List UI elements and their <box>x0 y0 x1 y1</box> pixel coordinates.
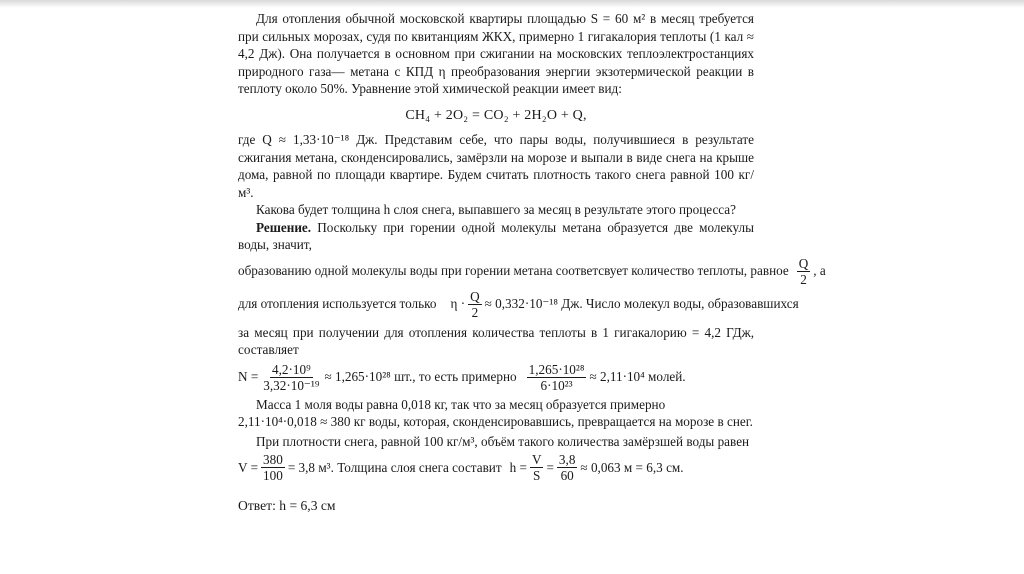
h-numerator-2: 3,8 <box>558 452 576 467</box>
h-lhs: h = <box>509 459 527 475</box>
h-fraction-2 <box>557 452 577 483</box>
v-result: = 3,8 м³. Толщина слоя снега составит <box>287 459 502 475</box>
v-lhs: V = <box>238 459 259 475</box>
moles-numerator: 1,265·10²⁸ <box>528 361 585 377</box>
solution-text-3-expr: ≈ 0,332·10⁻¹⁸ Дж. Число молекул воды, образовавшихся <box>484 296 799 312</box>
solution-heading: Решение. <box>256 219 312 235</box>
v-denominator: 100 <box>263 468 283 483</box>
final-answer: Ответ: h = 6,3 см <box>238 498 336 513</box>
problem-paragraph-1: Для отопления обычной московской квартиры площадью S = 60 м² в месяц требуется при сильных морозах, судя по квитанциям ЖКХ, примерно 1 гигакалория теплоты (1 кал ≈ 4,2 Дж). Она получается в основном при сжигании на московских теплоэлектростанциях природного газа— метана с КПД η преобразования энергии экзотермической реакции в теплоту около 50%. Уравнение этой химической реакции имеет вид: <box>238 11 754 96</box>
molecule-count-formula <box>238 362 754 393</box>
fraction-q-over-2-eta <box>468 289 482 320</box>
solution-line-1 <box>238 219 754 254</box>
solution-line-5: Масса 1 моля воды равна 0,018 кг, так что за месяц образуется примерно <box>256 396 666 412</box>
h-denominator-1: S <box>533 468 541 483</box>
fraction-numerator: Q <box>470 288 480 304</box>
moles-denominator: 6·10²³ <box>540 377 573 393</box>
n-result: ≈ 1,265·10²⁸ шт., то есть примерно <box>324 369 517 385</box>
problem-paragraph-2: где Q ≈ 1,33·10⁻¹⁸ Дж. Представим себе, что пары воды, получившиеся в результате сжигания метана, сконденсировались, замёрзли на морозе и выпали в виде снега на крыше дома, равной по площади квартире. Будем считать плотность такого снега равной 100 кг/м³. <box>238 132 754 200</box>
h-numerator-1: V <box>531 452 542 467</box>
reaction-equation: CH₄ + 2O₂ = CO₂ + 2H₂O + Q, <box>405 107 587 123</box>
solution-text-2: образованию одной молекулы воды при горении метана соответсвует количество теплоты, равное <box>238 263 789 279</box>
v-numerator: 380 <box>263 452 283 467</box>
n-fraction <box>261 362 321 393</box>
h-equals: = <box>546 459 554 475</box>
eta-symbol: η · <box>450 296 466 312</box>
solution-text-3: для отопления используется только <box>238 296 437 312</box>
top-shadow-bar <box>0 0 1024 8</box>
solution-line-7: При плотности снега, равной 100 кг/м³, объём такого количества замёрзшей воды равен <box>256 433 750 449</box>
moles-fraction <box>527 362 587 393</box>
n-lhs: N = <box>238 369 259 385</box>
moles-result: ≈ 2,11·10⁴ молей. <box>589 369 686 385</box>
solution-line-6: 2,11·10⁴·0,018 ≈ 380 кг воды, которая, сконденсировавшись, превращается на морозе в снег. <box>238 414 753 429</box>
volume-thickness-formula <box>238 452 754 483</box>
solution-text-1: Поскольку при горении одной молекулы метана образуется две молекулы воды, значит, <box>238 219 754 252</box>
problem-question: Какова будет толщина h слоя снега, выпавшего за месяц в результате этого процесса? <box>256 202 737 217</box>
fraction-q-over-2 <box>797 256 811 287</box>
v-fraction <box>261 452 285 483</box>
h-fraction-1 <box>530 452 544 483</box>
solution-text-2-after: , а <box>813 263 826 279</box>
fraction-denominator: 2 <box>471 304 479 320</box>
h-result: ≈ 0,063 м = 6,3 см. <box>580 459 684 475</box>
fraction-denominator: 2 <box>800 271 807 287</box>
solution-line-3 <box>238 288 799 320</box>
solution-line-2 <box>238 255 826 287</box>
n-denominator: 3,32·10⁻¹⁹ <box>263 377 320 393</box>
h-denominator-2: 60 <box>560 468 574 483</box>
fraction-numerator: Q <box>798 255 809 271</box>
n-numerator: 4,2·10⁹ <box>272 361 311 377</box>
document-page <box>238 10 826 515</box>
solution-line-4: за месяц при получении для отопления количества теплоты в 1 гигакалорию = 4,2 ГДж, составляет <box>238 324 754 357</box>
